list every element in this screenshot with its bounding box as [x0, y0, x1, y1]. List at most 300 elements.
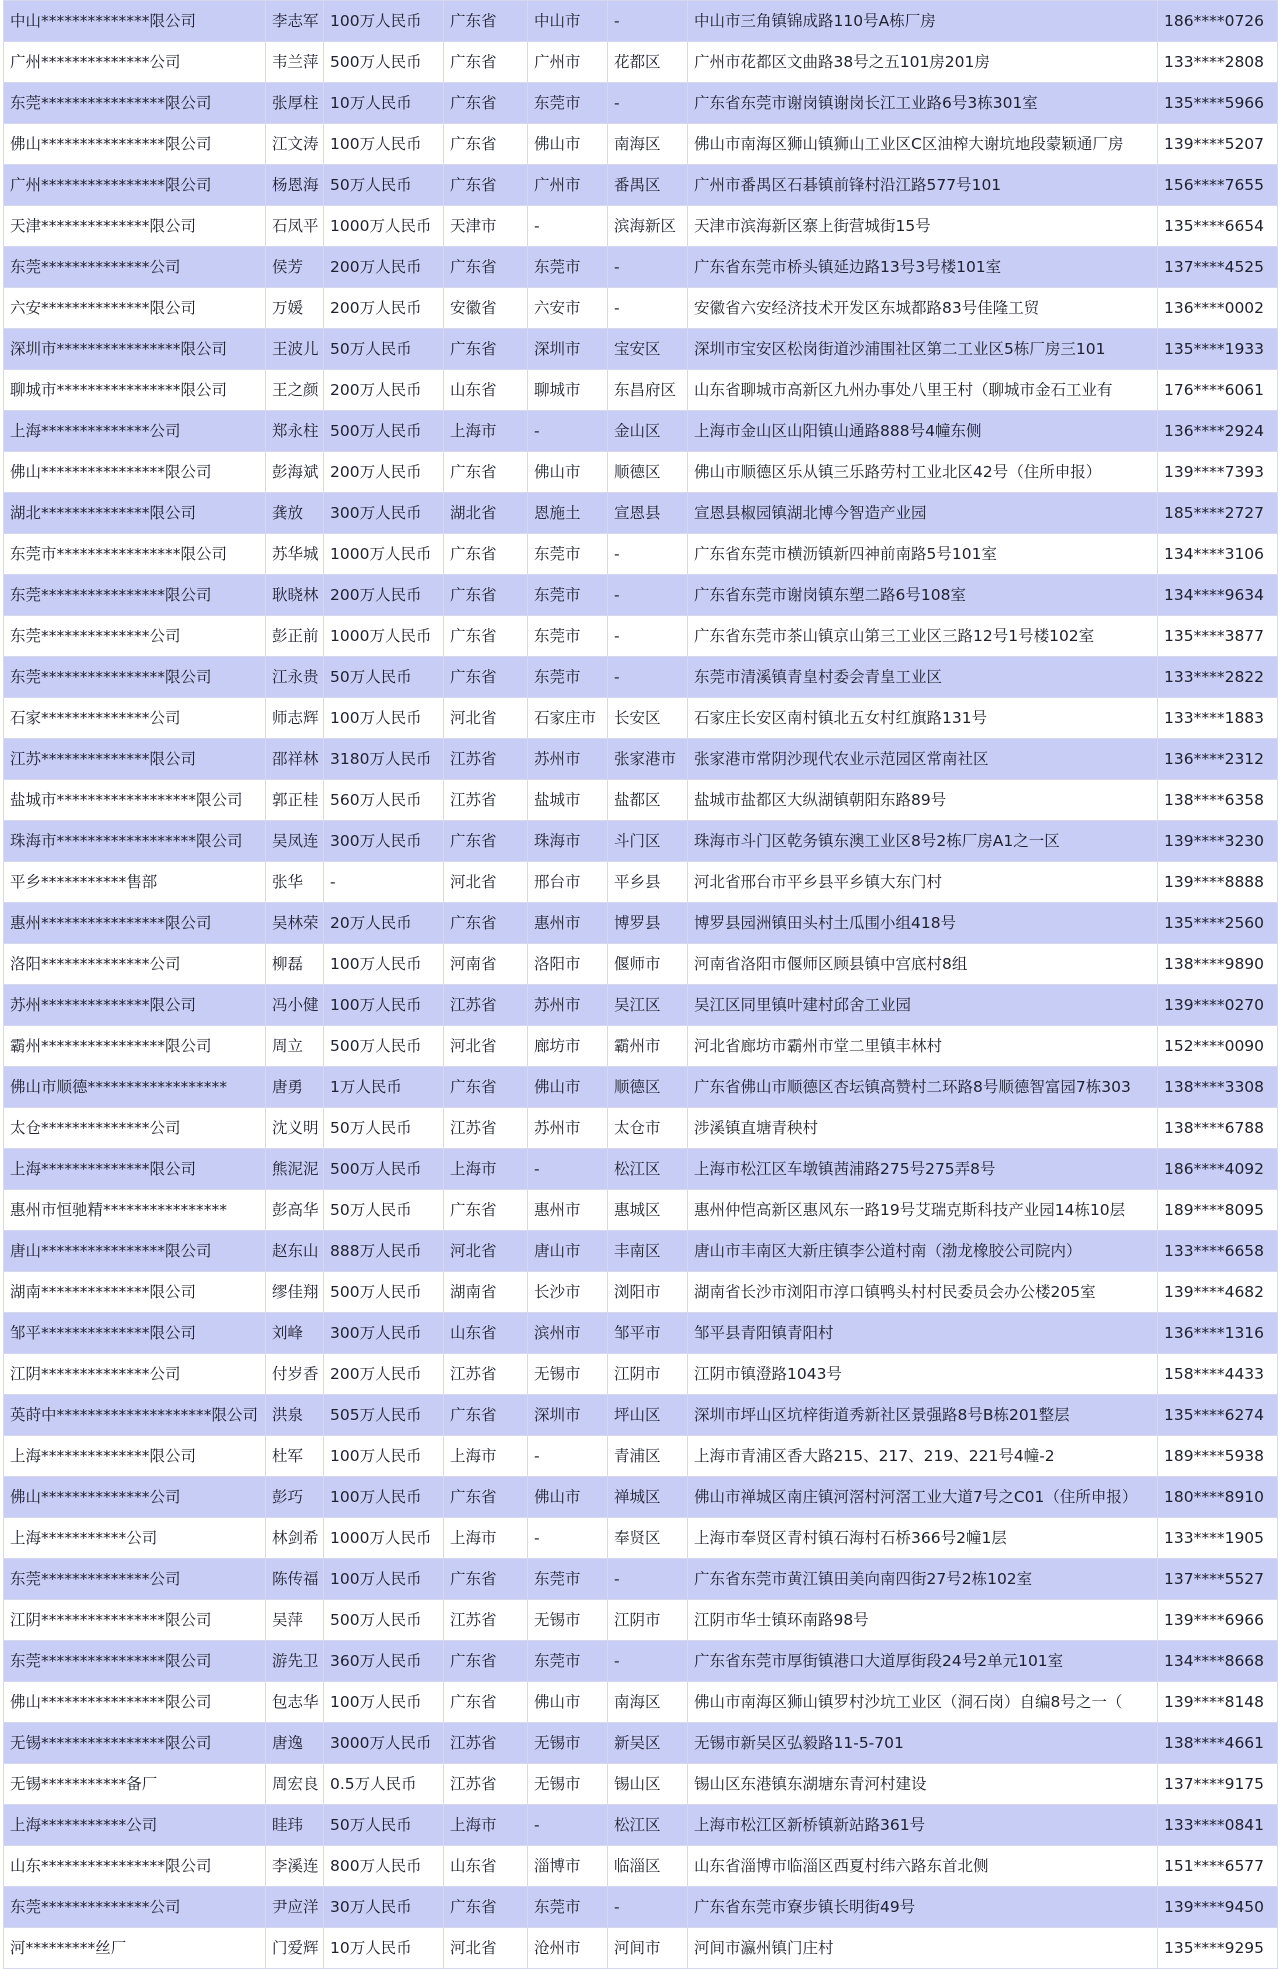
table-row [4, 534, 1278, 575]
district-cell: 临淄区 [608, 1846, 688, 1887]
address-cell: 广东省东莞市茶山镇京山第三工业区三路12号1号楼102室 [688, 616, 1158, 657]
table-row [4, 739, 1278, 780]
phone-cell: 139****7393 [1158, 452, 1278, 493]
company-name-cell: 惠州市恒驰精**************** [4, 1190, 266, 1231]
province-cell: 河北省 [444, 862, 528, 903]
city-cell: 深圳市 [528, 1395, 608, 1436]
table-row [4, 1518, 1278, 1559]
city-cell: 东莞市 [528, 616, 608, 657]
table-row [4, 1846, 1278, 1887]
phone-cell: 180****8910 [1158, 1477, 1278, 1518]
phone-cell: 134****3106 [1158, 534, 1278, 575]
address-cell: 深圳市宝安区松岗街道沙浦围社区第二工业区5栋厂房三101 [688, 329, 1158, 370]
district-cell: 太仓市 [608, 1108, 688, 1149]
city-cell: 无锡市 [528, 1723, 608, 1764]
legal-rep-cell: 沈义明 [266, 1108, 324, 1149]
registered-capital-cell: 200万人民币 [324, 370, 444, 411]
province-cell: 安徽省 [444, 288, 528, 329]
table-row [4, 944, 1278, 985]
province-cell: 广东省 [444, 1477, 528, 1518]
table-row [4, 780, 1278, 821]
table-row [4, 698, 1278, 739]
company-name-cell: 英莳中********************限公司 [4, 1395, 266, 1436]
district-cell: 南海区 [608, 124, 688, 165]
province-cell: 广东省 [444, 329, 528, 370]
phone-cell: 138****6788 [1158, 1108, 1278, 1149]
city-cell: 无锡市 [528, 1764, 608, 1805]
registered-capital-cell: 3180万人民币 [324, 739, 444, 780]
legal-rep-cell: 林剑希 [266, 1518, 324, 1559]
city-cell: 邢台市 [528, 862, 608, 903]
registered-capital-cell: 100万人民币 [324, 985, 444, 1026]
address-cell: 中山市三角镇锦成路110号A栋厂房 [688, 1, 1158, 42]
city-cell: 深圳市 [528, 329, 608, 370]
province-cell: 广东省 [444, 657, 528, 698]
company-name-cell: 中山**************限公司 [4, 1, 266, 42]
table-row [4, 1272, 1278, 1313]
district-cell: 松江区 [608, 1805, 688, 1846]
company-name-cell: 广州**************公司 [4, 42, 266, 83]
registered-capital-cell: 3000万人民币 [324, 1723, 444, 1764]
registered-capital-cell: 500万人民币 [324, 1600, 444, 1641]
company-table [3, 0, 1278, 1969]
phone-cell: 133****6658 [1158, 1231, 1278, 1272]
district-cell: - [608, 288, 688, 329]
phone-cell: 156****7655 [1158, 165, 1278, 206]
city-cell: 惠州市 [528, 1190, 608, 1231]
registered-capital-cell: 100万人民币 [324, 1436, 444, 1477]
city-cell: 唐山市 [528, 1231, 608, 1272]
registered-capital-cell: 10万人民币 [324, 1928, 444, 1969]
province-cell: 天津市 [444, 206, 528, 247]
company-name-cell: 聊城市****************限公司 [4, 370, 266, 411]
company-name-cell: 江阴**************公司 [4, 1354, 266, 1395]
province-cell: 广东省 [444, 1, 528, 42]
table-row [4, 1764, 1278, 1805]
phone-cell: 135****3877 [1158, 616, 1278, 657]
legal-rep-cell: 唐勇 [266, 1067, 324, 1108]
district-cell: 丰南区 [608, 1231, 688, 1272]
phone-cell: 186****0726 [1158, 1, 1278, 42]
district-cell: 河间市 [608, 1928, 688, 1969]
company-name-cell: 邹平**************限公司 [4, 1313, 266, 1354]
city-cell: 恩施土 [528, 493, 608, 534]
district-cell: 禅城区 [608, 1477, 688, 1518]
phone-cell: 137****4525 [1158, 247, 1278, 288]
legal-rep-cell: 刘峰 [266, 1313, 324, 1354]
table-row [4, 1149, 1278, 1190]
phone-cell: 176****6061 [1158, 370, 1278, 411]
registered-capital-cell: 500万人民币 [324, 411, 444, 452]
address-cell: 河北省邢台市平乡县平乡镇大东门村 [688, 862, 1158, 903]
table-row [4, 288, 1278, 329]
address-cell: 天津市滨海新区寨上街营城街15号 [688, 206, 1158, 247]
city-cell: 六安市 [528, 288, 608, 329]
table-row [4, 452, 1278, 493]
province-cell: 广东省 [444, 42, 528, 83]
company-name-cell: 东莞****************限公司 [4, 575, 266, 616]
phone-cell: 137****5527 [1158, 1559, 1278, 1600]
district-cell: 宣恩县 [608, 493, 688, 534]
legal-rep-cell: 彭海斌 [266, 452, 324, 493]
phone-cell: 185****2727 [1158, 493, 1278, 534]
address-cell: 博罗县园洲镇田头村土瓜围小组418号 [688, 903, 1158, 944]
registered-capital-cell: 300万人民币 [324, 821, 444, 862]
city-cell: 佛山市 [528, 1067, 608, 1108]
legal-rep-cell: 苏华城 [266, 534, 324, 575]
city-cell: 聊城市 [528, 370, 608, 411]
company-name-cell: 江阴****************限公司 [4, 1600, 266, 1641]
legal-rep-cell: 付岁香 [266, 1354, 324, 1395]
legal-rep-cell: 郑永柱 [266, 411, 324, 452]
phone-cell: 139****9450 [1158, 1887, 1278, 1928]
address-cell: 唐山市丰南区大新庄镇李公道村南（渤龙橡胶公司院内） [688, 1231, 1158, 1272]
registered-capital-cell: 200万人民币 [324, 288, 444, 329]
company-name-cell: 河*********丝厂 [4, 1928, 266, 1969]
city-cell: 东莞市 [528, 534, 608, 575]
registered-capital-cell: - [324, 862, 444, 903]
district-cell: 新吴区 [608, 1723, 688, 1764]
registered-capital-cell: 100万人民币 [324, 1682, 444, 1723]
province-cell: 河北省 [444, 1231, 528, 1272]
table-row [4, 1887, 1278, 1928]
district-cell: 滨海新区 [608, 206, 688, 247]
city-cell: 佛山市 [528, 452, 608, 493]
legal-rep-cell: 张华 [266, 862, 324, 903]
legal-rep-cell: 张厚柱 [266, 83, 324, 124]
city-cell: 东莞市 [528, 1641, 608, 1682]
registered-capital-cell: 500万人民币 [324, 42, 444, 83]
province-cell: 广东省 [444, 1641, 528, 1682]
registered-capital-cell: 560万人民币 [324, 780, 444, 821]
district-cell: 吴江区 [608, 985, 688, 1026]
legal-rep-cell: 柳磊 [266, 944, 324, 985]
district-cell: - [608, 657, 688, 698]
legal-rep-cell: 李溪连 [266, 1846, 324, 1887]
district-cell: 东昌府区 [608, 370, 688, 411]
legal-rep-cell: 杨恩海 [266, 165, 324, 206]
phone-cell: 186****4092 [1158, 1149, 1278, 1190]
registered-capital-cell: 0.5万人民币 [324, 1764, 444, 1805]
district-cell: - [608, 575, 688, 616]
district-cell: 顺德区 [608, 1067, 688, 1108]
legal-rep-cell: 郭正桂 [266, 780, 324, 821]
province-cell: 江苏省 [444, 1108, 528, 1149]
legal-rep-cell: 唐逸 [266, 1723, 324, 1764]
legal-rep-cell: 万媛 [266, 288, 324, 329]
province-cell: 江苏省 [444, 780, 528, 821]
phone-cell: 134****8668 [1158, 1641, 1278, 1682]
registered-capital-cell: 800万人民币 [324, 1846, 444, 1887]
district-cell: - [608, 534, 688, 575]
company-name-cell: 洛阳**************公司 [4, 944, 266, 985]
company-name-cell: 上海***********公司 [4, 1805, 266, 1846]
table-row [4, 83, 1278, 124]
city-cell: - [528, 1518, 608, 1559]
phone-cell: 139****8148 [1158, 1682, 1278, 1723]
registered-capital-cell: 888万人民币 [324, 1231, 444, 1272]
registered-capital-cell: 1000万人民币 [324, 1518, 444, 1559]
table-row [4, 1313, 1278, 1354]
table-row [4, 411, 1278, 452]
legal-rep-cell: 冯小健 [266, 985, 324, 1026]
province-cell: 河北省 [444, 1026, 528, 1067]
legal-rep-cell: 洪泉 [266, 1395, 324, 1436]
phone-cell: 133****1905 [1158, 1518, 1278, 1559]
table-row [4, 1928, 1278, 1969]
registered-capital-cell: 300万人民币 [324, 493, 444, 534]
company-name-cell: 东莞****************限公司 [4, 657, 266, 698]
phone-cell: 135****1933 [1158, 329, 1278, 370]
city-cell: 佛山市 [528, 124, 608, 165]
legal-rep-cell: 缪佳翔 [266, 1272, 324, 1313]
province-cell: 广东省 [444, 1559, 528, 1600]
registered-capital-cell: 50万人民币 [324, 165, 444, 206]
registered-capital-cell: 500万人民币 [324, 1272, 444, 1313]
province-cell: 江苏省 [444, 985, 528, 1026]
company-name-cell: 太仓**************公司 [4, 1108, 266, 1149]
district-cell: 长安区 [608, 698, 688, 739]
city-cell: 广州市 [528, 42, 608, 83]
legal-rep-cell: 赵东山 [266, 1231, 324, 1272]
address-cell: 河间市瀛州镇门庄村 [688, 1928, 1158, 1969]
registered-capital-cell: 200万人民币 [324, 1354, 444, 1395]
address-cell: 山东省淄博市临淄区西夏村纬六路东首北侧 [688, 1846, 1158, 1887]
address-cell: 惠州仲恺高新区惠风东一路19号艾瑞克斯科技产业园14栋10层 [688, 1190, 1158, 1231]
district-cell: 青浦区 [608, 1436, 688, 1477]
table-row [4, 821, 1278, 862]
table-row [4, 124, 1278, 165]
table-row [4, 862, 1278, 903]
city-cell: 佛山市 [528, 1682, 608, 1723]
address-cell: 佛山市南海区狮山镇罗村沙坑工业区（洞石岗）自编8号之一（ [688, 1682, 1158, 1723]
address-cell: 张家港市常阴沙现代农业示范园区常南社区 [688, 739, 1158, 780]
company-name-cell: 石家**************公司 [4, 698, 266, 739]
legal-rep-cell: 吴林荣 [266, 903, 324, 944]
company-name-cell: 上海**************限公司 [4, 1436, 266, 1477]
phone-cell: 138****9890 [1158, 944, 1278, 985]
table-row [4, 206, 1278, 247]
address-cell: 锡山区东港镇东湖塘东青河村建设 [688, 1764, 1158, 1805]
table-row [4, 657, 1278, 698]
company-name-cell: 上海**************限公司 [4, 1149, 266, 1190]
registered-capital-cell: 10万人民币 [324, 83, 444, 124]
address-cell: 河北省廊坊市霸州市堂二里镇丰林村 [688, 1026, 1158, 1067]
legal-rep-cell: 韦兰萍 [266, 42, 324, 83]
address-cell: 广东省东莞市谢岗镇东塑二路6号108室 [688, 575, 1158, 616]
company-name-cell: 唐山****************限公司 [4, 1231, 266, 1272]
province-cell: 江苏省 [444, 739, 528, 780]
district-cell: 花都区 [608, 42, 688, 83]
company-name-cell: 平乡***********售部 [4, 862, 266, 903]
phone-cell: 189****5938 [1158, 1436, 1278, 1477]
address-cell: 佛山市顺德区乐从镇三乐路劳村工业北区42号（住所申报） [688, 452, 1158, 493]
table-row [4, 1559, 1278, 1600]
district-cell: 偃师市 [608, 944, 688, 985]
district-cell: 浏阳市 [608, 1272, 688, 1313]
registered-capital-cell: 100万人民币 [324, 1559, 444, 1600]
company-name-cell: 佛山****************限公司 [4, 124, 266, 165]
province-cell: 山东省 [444, 1313, 528, 1354]
company-name-cell: 东莞**************公司 [4, 1559, 266, 1600]
table-row [4, 329, 1278, 370]
phone-cell: 189****8095 [1158, 1190, 1278, 1231]
registered-capital-cell: 50万人民币 [324, 1190, 444, 1231]
registered-capital-cell: 1万人民币 [324, 1067, 444, 1108]
city-cell: - [528, 411, 608, 452]
legal-rep-cell: 熊泥泥 [266, 1149, 324, 1190]
legal-rep-cell: 江永贵 [266, 657, 324, 698]
company-name-cell: 东莞**************公司 [4, 247, 266, 288]
registered-capital-cell: 50万人民币 [324, 329, 444, 370]
district-cell: 博罗县 [608, 903, 688, 944]
district-cell: 盐都区 [608, 780, 688, 821]
city-cell: - [528, 1436, 608, 1477]
phone-cell: 136****0002 [1158, 288, 1278, 329]
province-cell: 广东省 [444, 1395, 528, 1436]
legal-rep-cell: 侯芳 [266, 247, 324, 288]
city-cell: 苏州市 [528, 985, 608, 1026]
province-cell: 湖南省 [444, 1272, 528, 1313]
city-cell: 无锡市 [528, 1600, 608, 1641]
registered-capital-cell: 100万人民币 [324, 1, 444, 42]
registered-capital-cell: 30万人民币 [324, 1887, 444, 1928]
table-row [4, 1, 1278, 42]
address-cell: 广东省东莞市横沥镇新四神前南路5号101室 [688, 534, 1158, 575]
address-cell: 上海市金山区山阳镇山通路888号4幢东侧 [688, 411, 1158, 452]
district-cell: 锡山区 [608, 1764, 688, 1805]
company-name-cell: 广州****************限公司 [4, 165, 266, 206]
phone-cell: 133****1883 [1158, 698, 1278, 739]
city-cell: 珠海市 [528, 821, 608, 862]
company-name-cell: 上海***********公司 [4, 1518, 266, 1559]
phone-cell: 135****6654 [1158, 206, 1278, 247]
province-cell: 广东省 [444, 247, 528, 288]
legal-rep-cell: 眭玮 [266, 1805, 324, 1846]
address-cell: 东莞市清溪镇青皇村委会青皇工业区 [688, 657, 1158, 698]
legal-rep-cell: 彭巧 [266, 1477, 324, 1518]
legal-rep-cell: 周宏良 [266, 1764, 324, 1805]
city-cell: 石家庄市 [528, 698, 608, 739]
city-cell: 淄博市 [528, 1846, 608, 1887]
city-cell: 惠州市 [528, 903, 608, 944]
table-row [4, 1641, 1278, 1682]
province-cell: 江苏省 [444, 1354, 528, 1395]
phone-cell: 133****2822 [1158, 657, 1278, 698]
table-row [4, 1190, 1278, 1231]
company-name-cell: 惠州****************限公司 [4, 903, 266, 944]
province-cell: 河北省 [444, 1928, 528, 1969]
registered-capital-cell: 1000万人民币 [324, 616, 444, 657]
registered-capital-cell: 360万人民币 [324, 1641, 444, 1682]
company-name-cell: 佛山****************限公司 [4, 452, 266, 493]
legal-rep-cell: 龚放 [266, 493, 324, 534]
address-cell: 上海市奉贤区青村镇石海村石桥366号2幢1层 [688, 1518, 1158, 1559]
legal-rep-cell: 杜军 [266, 1436, 324, 1477]
province-cell: 广东省 [444, 1682, 528, 1723]
district-cell: - [608, 1641, 688, 1682]
address-cell: 佛山市南海区狮山镇狮山工业区C区油榨大谢坑地段蒙颖通厂房 [688, 124, 1158, 165]
address-cell: 湖南省长沙市浏阳市淳口镇鸭头村村民委员会办公楼205室 [688, 1272, 1158, 1313]
province-cell: 上海市 [444, 411, 528, 452]
company-name-cell: 佛山****************限公司 [4, 1682, 266, 1723]
city-cell: 东莞市 [528, 657, 608, 698]
legal-rep-cell: 师志辉 [266, 698, 324, 739]
city-cell: - [528, 206, 608, 247]
company-name-cell: 苏州**************限公司 [4, 985, 266, 1026]
address-cell: 河南省洛阳市偃师区顾县镇中宫底村8组 [688, 944, 1158, 985]
phone-cell: 136****2924 [1158, 411, 1278, 452]
city-cell: 洛阳市 [528, 944, 608, 985]
registered-capital-cell: 50万人民币 [324, 657, 444, 698]
province-cell: 上海市 [444, 1436, 528, 1477]
province-cell: 广东省 [444, 575, 528, 616]
phone-cell: 158****4433 [1158, 1354, 1278, 1395]
city-cell: 苏州市 [528, 739, 608, 780]
legal-rep-cell: 陈传福 [266, 1559, 324, 1600]
district-cell: 邹平市 [608, 1313, 688, 1354]
province-cell: 广东省 [444, 1190, 528, 1231]
legal-rep-cell: 周立 [266, 1026, 324, 1067]
address-cell: 上海市松江区新桥镇新站路361号 [688, 1805, 1158, 1846]
company-name-cell: 深圳市****************限公司 [4, 329, 266, 370]
phone-cell: 152****0090 [1158, 1026, 1278, 1067]
registered-capital-cell: 505万人民币 [324, 1395, 444, 1436]
legal-rep-cell: 耿晓林 [266, 575, 324, 616]
province-cell: 江苏省 [444, 1600, 528, 1641]
address-cell: 佛山市禅城区南庄镇河滘村河滘工业大道7号之C01（住所申报） [688, 1477, 1158, 1518]
registered-capital-cell: 200万人民币 [324, 452, 444, 493]
table-row [4, 616, 1278, 657]
address-cell: 盐城市盐都区大纵湖镇朝阳东路89号 [688, 780, 1158, 821]
legal-rep-cell: 王之颜 [266, 370, 324, 411]
registered-capital-cell: 200万人民币 [324, 575, 444, 616]
legal-rep-cell: 包志华 [266, 1682, 324, 1723]
table-row [4, 1354, 1278, 1395]
table-body [4, 1, 1278, 1969]
district-cell: 宝安区 [608, 329, 688, 370]
phone-cell: 139****3230 [1158, 821, 1278, 862]
legal-rep-cell: 门爱辉 [266, 1928, 324, 1969]
phone-cell: 135****5966 [1158, 83, 1278, 124]
city-cell: 盐城市 [528, 780, 608, 821]
company-name-cell: 天津**************限公司 [4, 206, 266, 247]
company-name-cell: 东莞市****************限公司 [4, 534, 266, 575]
address-cell: 广州市花都区文曲路38号之五101房201房 [688, 42, 1158, 83]
table-row [4, 1805, 1278, 1846]
city-cell: 广州市 [528, 165, 608, 206]
phone-cell: 151****6577 [1158, 1846, 1278, 1887]
city-cell: 佛山市 [528, 1477, 608, 1518]
district-cell: 斗门区 [608, 821, 688, 862]
company-name-cell: 湖南**************限公司 [4, 1272, 266, 1313]
registered-capital-cell: 20万人民币 [324, 903, 444, 944]
address-cell: 广东省东莞市谢岗镇谢岗长江工业路6号3栋301室 [688, 83, 1158, 124]
address-cell: 深圳市坪山区坑梓街道秀新社区景强路8号B栋201整层 [688, 1395, 1158, 1436]
table-row [4, 985, 1278, 1026]
table-row [4, 1682, 1278, 1723]
province-cell: 湖北省 [444, 493, 528, 534]
district-cell: 南海区 [608, 1682, 688, 1723]
phone-cell: 139****5207 [1158, 124, 1278, 165]
legal-rep-cell: 邵祥林 [266, 739, 324, 780]
table-row [4, 903, 1278, 944]
table-row [4, 42, 1278, 83]
address-cell: 涉溪镇直塘青秧村 [688, 1108, 1158, 1149]
company-name-cell: 江苏**************限公司 [4, 739, 266, 780]
registered-capital-cell: 200万人民币 [324, 247, 444, 288]
district-cell: - [608, 1559, 688, 1600]
